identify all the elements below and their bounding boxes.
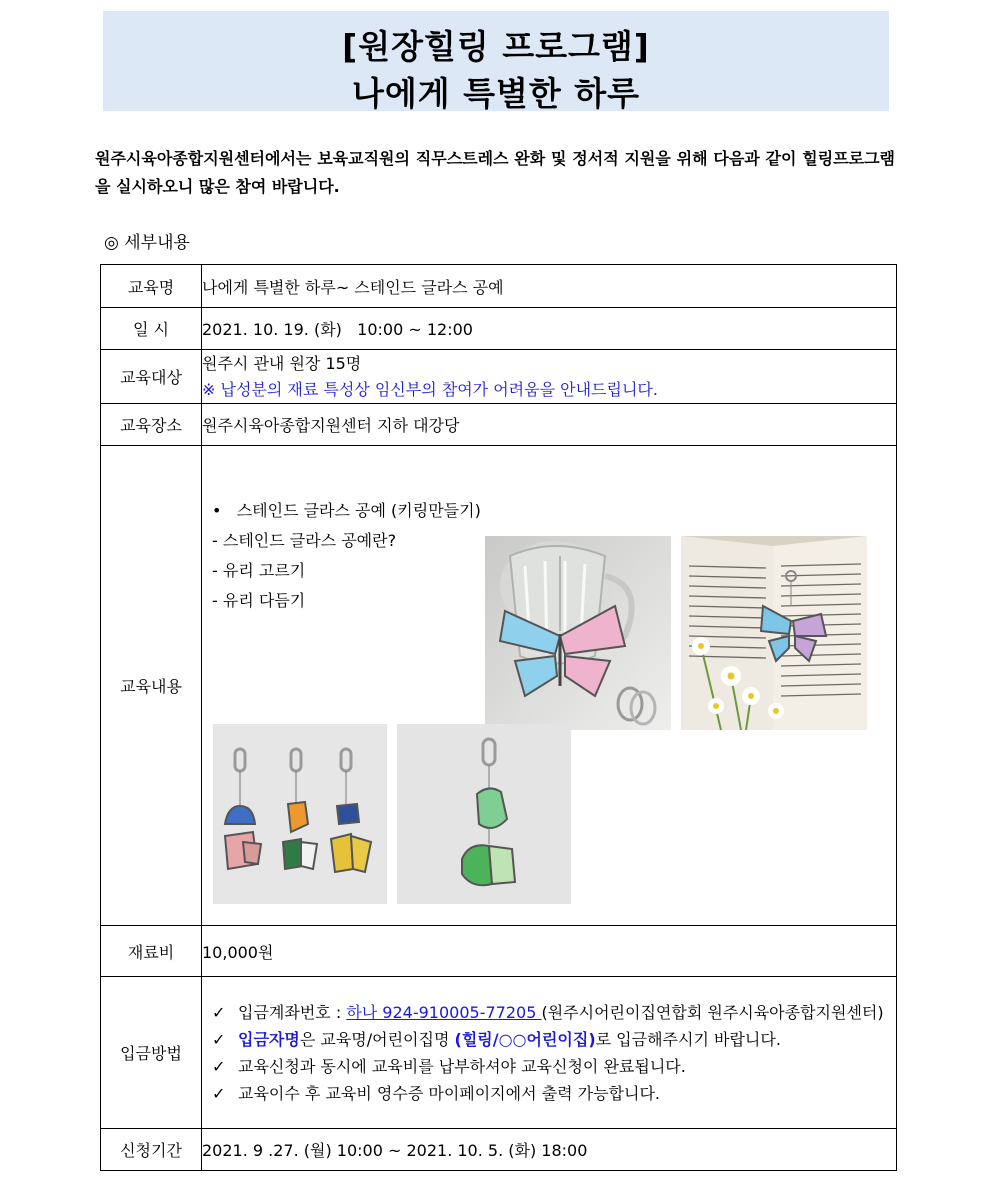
value-target <box>202 350 897 404</box>
butterfly-book-photo <box>681 536 867 730</box>
check-icon: ✓ <box>212 1083 226 1103</box>
row-payment <box>101 977 897 1129</box>
value-period: 2021. 9 .27. (월) 10:00 ~ 2021. 10. 5. (화) 18:00 <box>202 1129 897 1171</box>
row-place <box>101 404 897 446</box>
content-sub-item-3: - 유리 다듬기 <box>212 591 306 610</box>
row-date <box>101 308 897 350</box>
row-fee <box>101 926 897 977</box>
check-icon: ✓ <box>212 1002 226 1022</box>
intro-paragraph: 원주시육아종합지원센터에서는 보육교직원의 직무스트레스 완화 및 정서적 지원을 위해 다음과 같이 힐링프로그램을 실시하오니 많은 참여 바랍니다. <box>95 149 895 196</box>
value-content <box>202 446 897 926</box>
green-keyring-photo <box>397 724 571 904</box>
check-icon: ✓ <box>212 1056 226 1076</box>
payment-item-4 <box>212 1080 896 1107</box>
payment-item-2 <box>212 1026 896 1053</box>
head-content: 교육내용 <box>101 446 202 926</box>
target-text: 원주시 관내 원장 15명 <box>202 353 362 373</box>
head-target: 교육대상 <box>101 350 202 404</box>
value-payment <box>202 977 897 1129</box>
head-period: 신청기간 <box>101 1129 202 1171</box>
head-name: 교육명 <box>101 265 202 308</box>
value-date: 2021. 10. 19. (화) 10:00 ~ 12:00 <box>202 308 897 350</box>
value-name: 나에게 특별한 하루~ 스테인드 글라스 공예 <box>202 265 897 308</box>
content-sub-item-2: - 유리 고르기 <box>212 561 306 580</box>
account-prefix: 입금계좌번호 : <box>238 1002 347 1022</box>
head-fee: 재료비 <box>101 926 202 977</box>
account-number: 하나 924-910005-77205 <box>346 1002 542 1022</box>
row-target <box>101 350 897 404</box>
account-suffix: (원주시어린이집연합회 원주시육아종합지원센터) <box>541 1002 884 1022</box>
title-line-1: [원장힐링 프로그램] <box>342 27 650 66</box>
check-icon: ✓ <box>212 1029 226 1049</box>
section-label: ◎ 세부내용 <box>104 233 190 253</box>
content-sub-item-1: - 스테인드 글라스 공예란? <box>212 531 397 550</box>
detail-table <box>100 264 897 1171</box>
value-fee: 10,000원 <box>202 926 897 977</box>
title-line-2: 나에게 특별한 하루 <box>351 74 640 113</box>
payment-item-1-text <box>238 999 884 1026</box>
head-date: 일 시 <box>101 308 202 350</box>
payment-item-3 <box>212 1053 896 1080</box>
depositor-mid: 은 교육명/어린이집명 <box>299 1029 455 1049</box>
payment-item-3-text: 교육신청과 동시에 교육비를 납부하셔야 교육신청이 완료됩니다. <box>238 1056 686 1076</box>
payment-item-2-text <box>238 1026 781 1053</box>
payment-list <box>202 995 896 1111</box>
payment-item-4-text: 교육이수 후 교육비 영수증 마이페이지에서 출력 가능합니다. <box>238 1083 661 1103</box>
content-list <box>212 496 481 616</box>
value-place: 원주시육아종합지원센터 지하 대강당 <box>202 404 897 446</box>
head-place: 교육장소 <box>101 404 202 446</box>
depositor-suffix: 로 입금해주시기 바랍니다. <box>595 1029 781 1049</box>
three-keyrings-photo <box>213 724 387 904</box>
butterfly-cup-photo <box>485 536 671 730</box>
head-payment: 입금방법 <box>101 977 202 1129</box>
row-period <box>101 1129 897 1171</box>
payment-item-1 <box>212 999 896 1026</box>
row-content <box>101 446 897 926</box>
title-banner <box>103 11 889 111</box>
target-note: ※ 납성분의 재료 특성상 임신부의 참여가 어려움을 안내드립니다. <box>202 379 658 399</box>
content-main-item: • 스테인드 글라스 공예 (키링만들기) <box>212 501 481 520</box>
depositor-example: (힐링/○○어린이집) <box>454 1029 596 1049</box>
depositor-label: 입금자명 <box>238 1029 300 1049</box>
row-name <box>101 265 897 308</box>
